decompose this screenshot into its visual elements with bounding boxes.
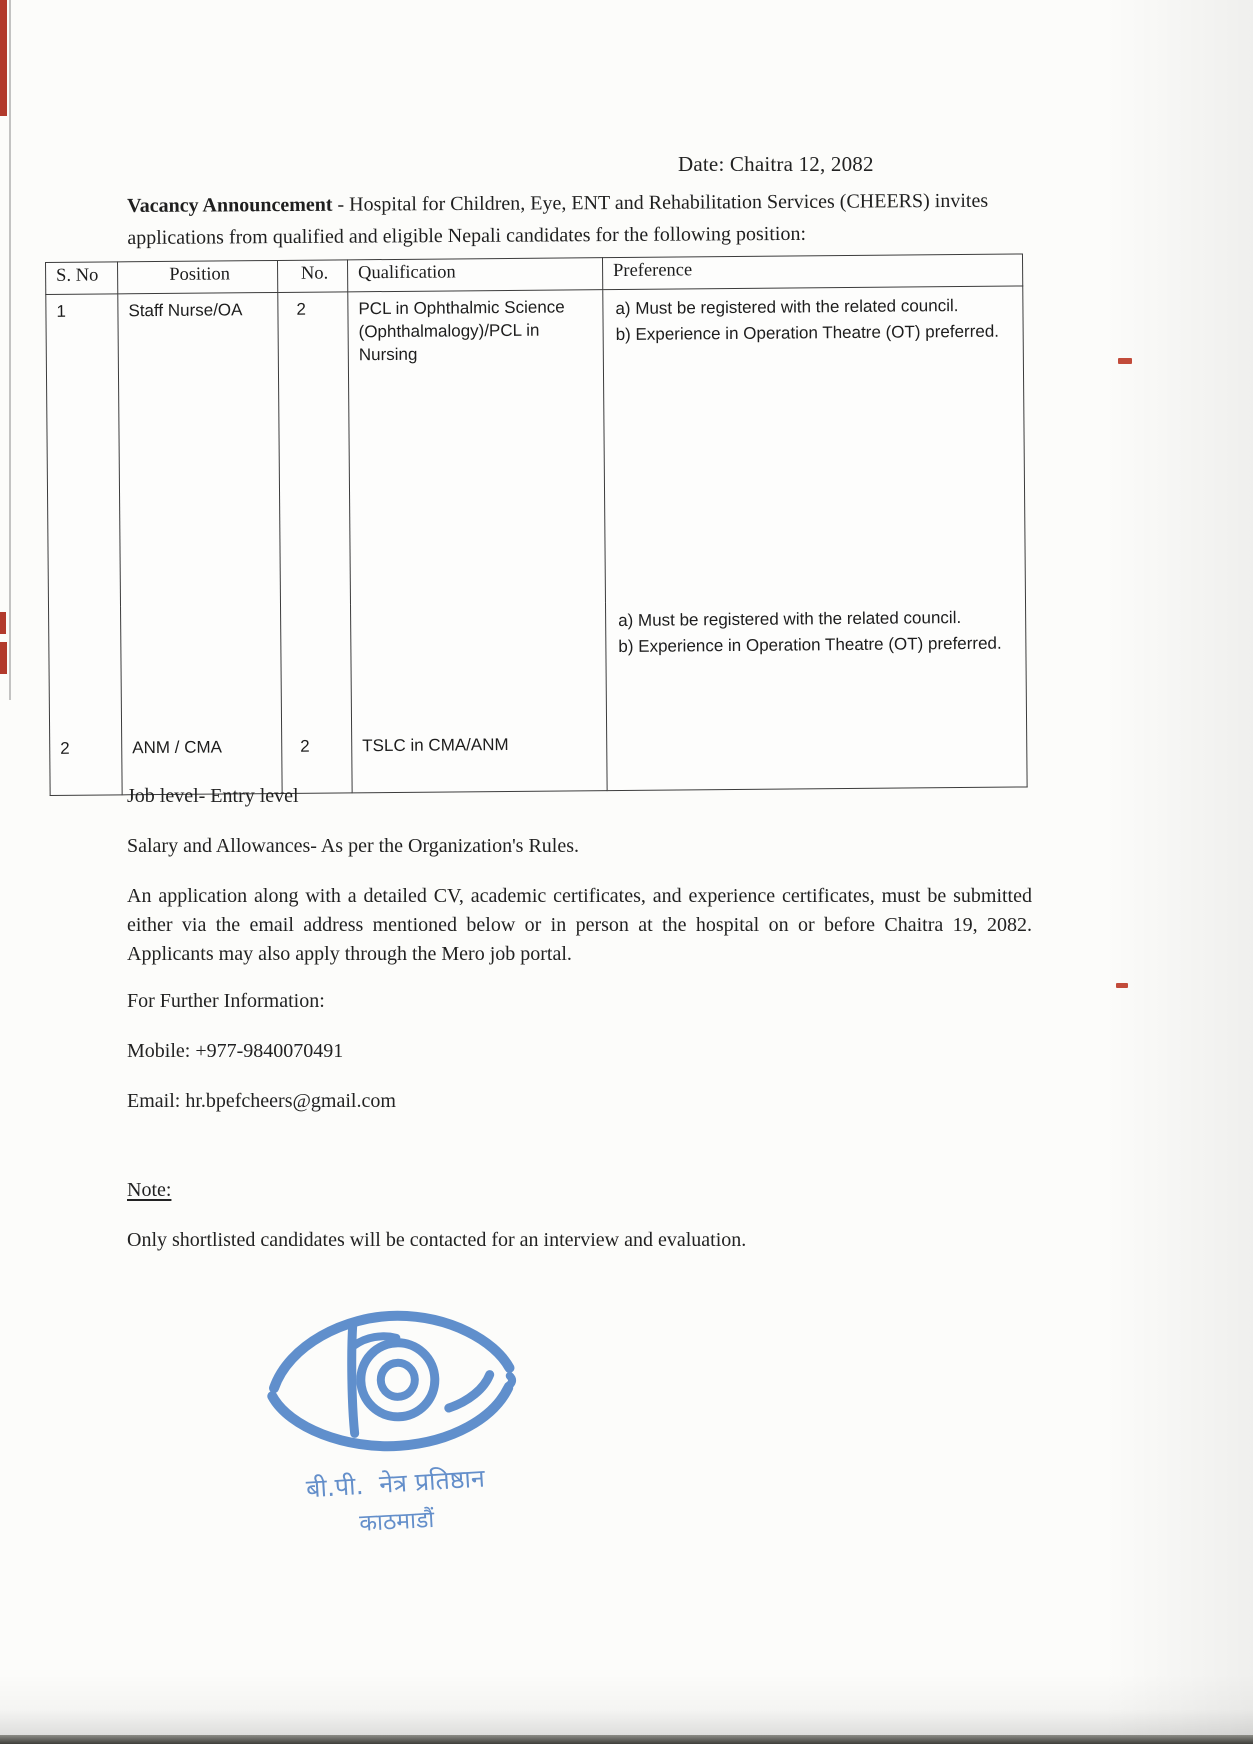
preference-item-a: a) Must be registered with the related council. [615, 296, 959, 319]
scan-artifact-left-red-dash [0, 642, 7, 674]
cell-preference [605, 598, 1027, 790]
scan-artifact-left-red-dash [0, 612, 6, 634]
header-no: No. [277, 260, 347, 293]
vacancy-table [45, 253, 1028, 796]
scan-artifact-left-red-strip [0, 0, 7, 116]
note-text: Only shortlisted candidates will be contacted for an interview and evaluation. [127, 1229, 747, 1251]
cell-position: Staff Nurse/OA [118, 292, 281, 606]
scan-artifact-bottom-bar [0, 1735, 1253, 1744]
scan-artifact-left-gray-line [9, 0, 11, 700]
scan-artifact-bottom-shade [0, 1709, 1253, 1735]
further-info-line: For Further Information: [127, 990, 325, 1012]
intro-title: Vacancy Announcement [127, 193, 333, 217]
cell-sno: 1 [46, 294, 121, 607]
cell-sno: 2 [49, 606, 123, 795]
stamp-text-line2: काठमाडौं [358, 1506, 435, 1537]
header-position: Position [118, 260, 278, 293]
email-line: Email: hr.bpefcheers@gmail.com [127, 1090, 396, 1112]
table-row [49, 598, 1028, 795]
stamp-text-line1: बी.पी. नेत्र प्रतिष्ठान [305, 1463, 486, 1504]
body-text [127, 782, 1032, 1276]
header-sno: S. No [46, 262, 118, 295]
cell-position: ANM / CMA [121, 605, 283, 795]
cell-qualification: TSLC in CMA/ANM [350, 602, 607, 793]
cell-no: 2 [278, 292, 351, 605]
header-qualification: Qualification [347, 258, 602, 292]
preference-item-b: b) Experience in Operation Theatre (OT) preferred. [615, 321, 1000, 344]
preference-item-a: a) Must be registered with the related council. [618, 608, 962, 631]
eye-logo-icon [249, 1287, 535, 1477]
intro-paragraph [127, 185, 1027, 254]
job-level-line: Job level- Entry level [127, 785, 299, 807]
organization-stamp [214, 1286, 572, 1542]
header-preference: Preference [602, 254, 1022, 290]
date-line: Date: Chaitra 12, 2082 [678, 152, 874, 176]
note-label: Note: [127, 1179, 172, 1201]
preference-item-b: b) Experience in Operation Theatre (OT) preferred. [618, 633, 1002, 656]
table-row [46, 286, 1026, 607]
mobile-line: Mobile: +977-9840070491 [127, 1040, 344, 1062]
salary-line: Salary and Allowances- As per the Organization's Rules. [127, 835, 580, 857]
intro-text: - Hospital for Children, Eye, ENT and Rehabilitation Services (CHEERS) invites applications from qualified and eligible Nepali candidates for the following position: [127, 189, 989, 249]
scan-artifact-right-red-mark [1116, 983, 1128, 988]
application-paragraph: An application along with a detailed CV, academic certificates, and experience certificates, must be submitted either via the email address mentioned below or in person at the hospital on or before Chaitra 19, 2082. Applicants may also apply through the Mero job portal. [127, 885, 1032, 965]
cell-qualification: PCL in Ophthalmic Science (Ophthalmalogy)/PCL in Nursing [348, 290, 606, 605]
scan-artifact-right-red-mark [1118, 358, 1132, 364]
cell-no: 2 [281, 604, 353, 793]
cell-preference [603, 286, 1026, 602]
